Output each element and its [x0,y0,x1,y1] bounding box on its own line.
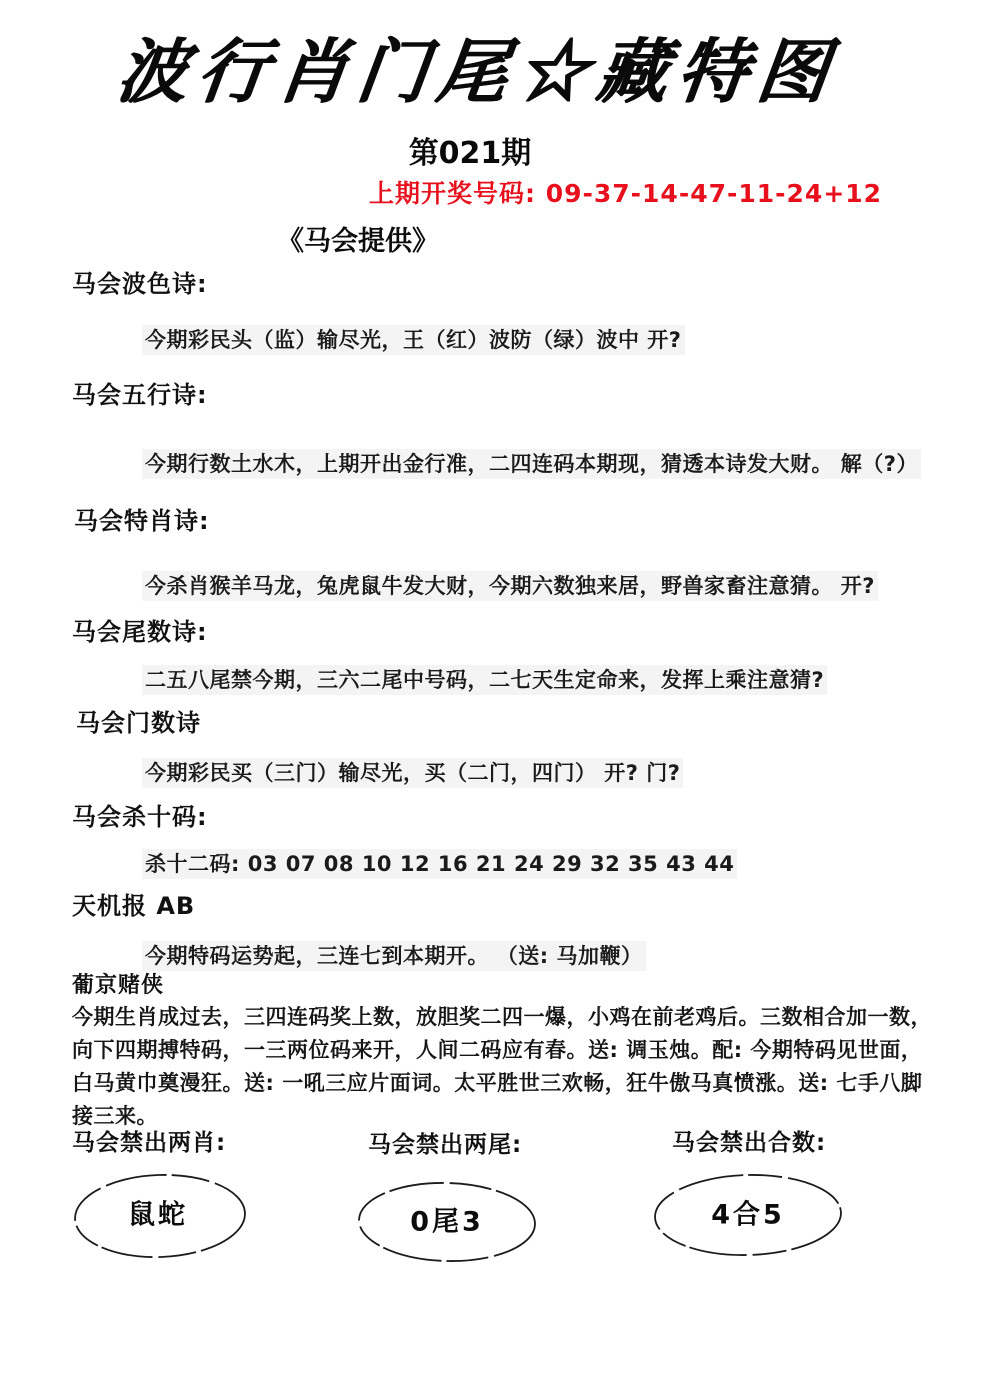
pujing-paragraph [72,1001,932,1133]
last-draw-result: 上期开奖号码: 09-37-14-47-11-24+12 [369,179,883,208]
forbidden-tails-value: 0尾3 [410,1206,484,1238]
pujing-line-2: 向下四期搏特码，一三两位码来开，人间二码应有春。送: 调玉烛。配: 今期特码见世面， [72,1038,923,1062]
forbidden-sum-value: 4合5 [711,1199,785,1231]
shashima-numbers [145,848,734,878]
shashima-heading: 马会杀十码: [72,803,208,831]
wuxing-poem-verse-text: 今期行数土水木，上期开出金行准，二四连码本期现，猜透本诗发大财。 解（?） [145,452,918,476]
weishu-poem-verse [145,664,824,694]
pujing-line-4: 接三来。 [72,1104,158,1128]
texiao-poem-verse-text: 今杀肖猴羊马龙，兔虎鼠牛发大财，今期六数独来居，野兽家畜注意猜。 开? [145,574,875,598]
forbidden-sum-label: 马会禁出合数: [672,1130,827,1156]
tianjibao-verse [145,940,643,970]
provider-note: 《马会提供》 [277,226,439,257]
forbidden-tails-label: 马会禁出两尾: [368,1132,523,1158]
menshu-poem-heading: 马会门数诗 [76,709,201,737]
pujing-line-3: 白马黄巾奠漫狂。送: 一吼三应片面词。太平胜世三欢畅，狂牛傲马真愤涨。送: 七手八脚 [72,1071,923,1095]
shashima-numbers-text: 杀十二码: 03 07 08 10 12 16 21 24 29 32 35 43 44 [145,852,735,876]
texiao-poem-verse [145,570,875,600]
bose-poem-heading: 马会波色诗: [72,270,208,298]
tianjibao-heading: 天机报 AB [72,892,196,920]
pujing-heading: 葡京赌侠 [72,973,165,998]
page-title: 波行肖门尾☆藏特图 [112,30,843,113]
wuxing-poem-verse [145,448,918,478]
issue-number: 第021期 [408,136,532,171]
bose-poem-verse [145,324,682,354]
forbidden-zodiac-value: 鼠蛇 [128,1199,188,1231]
tianjibao-verse-text: 今期特码运势起，三连七到本期开。 （送: 马加鞭） [145,944,643,968]
forbidden-zodiac-label: 马会禁出两肖: [72,1130,227,1156]
texiao-poem-heading: 马会特肖诗: [74,507,210,535]
weishu-poem-heading: 马会尾数诗: [72,618,208,646]
pujing-line-1: 今期生肖成过去，三四连码奖上数，放胆奖二四一爆，小鸡在前老鸡后。三数相合加一数， [72,1005,932,1029]
wuxing-poem-heading: 马会五行诗: [72,381,208,409]
bose-poem-verse-text: 今期彩民头（监）输尽光，王（红）波防（绿）波中 开? [145,328,682,352]
menshu-poem-verse [145,757,680,787]
weishu-poem-verse-text: 二五八尾禁今期，三六二尾中号码，二七天生定命来，发挥上乘注意猜? [145,668,825,692]
menshu-poem-verse-text: 今期彩民买（三门）输尽光，买（二门，四门） 开? 门? [145,761,681,785]
